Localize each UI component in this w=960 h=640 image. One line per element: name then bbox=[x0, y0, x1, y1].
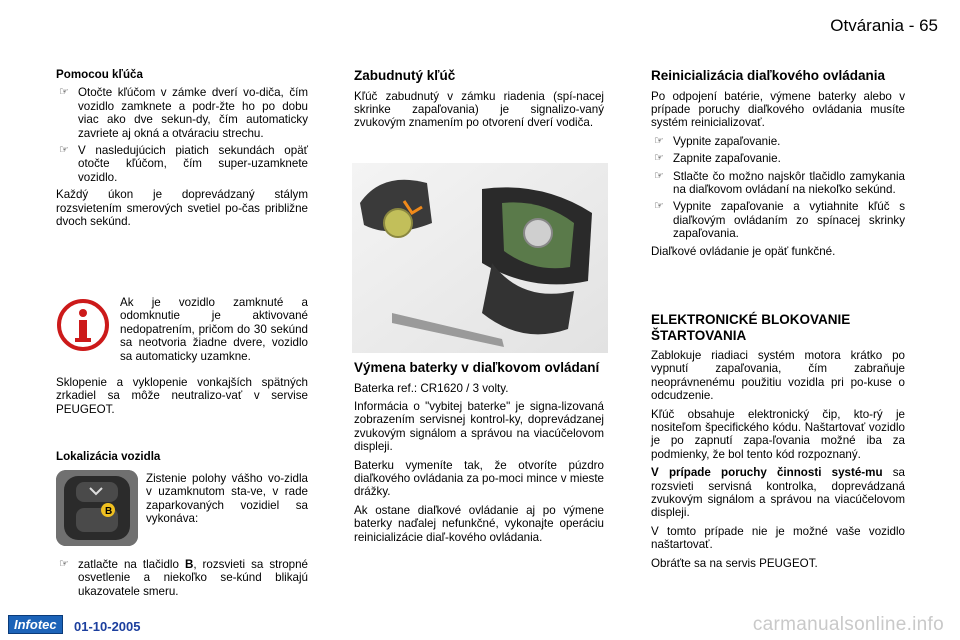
reinit-intro: Po odpojení batérie, výmene baterky alebo v prípade poruchy diaľkového ovládania musíte systém reinicializovať. bbox=[651, 89, 905, 130]
list-item: ☞ Vypnite zapaľovanie. bbox=[654, 134, 781, 148]
key-heading: Pomocou kľúča bbox=[56, 68, 143, 81]
pointing-hand-icon: ☞ bbox=[654, 152, 664, 165]
infotec-logo: Infotec bbox=[8, 615, 63, 634]
list-item: ☞ V nasledujúcich piatich sekundách opäť otočte kľúčom, čím super-uzamknete vozidlo. bbox=[59, 144, 308, 184]
pointing-hand-icon: ☞ bbox=[654, 134, 664, 147]
immobiliser-section bbox=[651, 312, 905, 575]
key-battery-photo bbox=[352, 163, 608, 353]
immob-heading: ELEKTRONICKÉ BLOKOVANIE ŠTARTOVANIA bbox=[651, 312, 851, 343]
pointing-hand-icon: ☞ bbox=[59, 144, 69, 157]
info-note: Ak je vozidlo zamknuté a odomknutie je aktivované nedopatrením, pričom do 30 sekúnd sa neotvoria žiadne dvere, vozidlo sa automaticky uzamkne. bbox=[120, 296, 308, 363]
forgot-text: Kľúč zabudnutý v zámku riadenia (spí-nacej skrinke zapaľovania) je signalizo-vaný zvukovým znamením po otvorení dverí vodiča. bbox=[354, 89, 604, 130]
battery-section bbox=[354, 360, 604, 549]
pointing-hand-icon: ☞ bbox=[654, 200, 664, 213]
list-item: ☞ Vypnite zapaľovanie a vytiahnite kľúč s diaľkovým ovládaním zo spínacej skrinky zapaľovania. bbox=[654, 200, 905, 241]
battery-paragraph: Ak ostane diaľkové ovládanie aj po výmene baterky naďalej nefunkčné, vykonajte operáciu reinicializácie diaľ-kového ovládania. bbox=[354, 503, 604, 544]
list-item: ☞ Otočte kľúčom v zámke dverí vo-diča, čím vozidlo zamknete a podr-žte ho po dobu viac ako dve sekun-dy, čím automaticky zavriete aj okná a otváraciu strechu. bbox=[59, 86, 308, 140]
key-button-label: B bbox=[105, 506, 113, 517]
pointing-hand-icon: ☞ bbox=[654, 169, 664, 182]
battery-paragraph: Informácia o "vybitej baterke" je signa-lizovaná zobrazením servisnej kontrol-ky, doprevádzanej zvukovým signálom a správou na viacúčelovom displeji. bbox=[354, 399, 604, 454]
page-title: Otvárania - 65 bbox=[830, 16, 938, 35]
key-note: Každý úkon je doprevádzaný stálym rozsvietením smerových svetiel po-čas približne dvoch sekúnd. bbox=[56, 188, 308, 229]
middle-column bbox=[354, 68, 604, 135]
pointing-hand-icon: ☞ bbox=[59, 558, 69, 570]
list-item: ☞ Stlačte čo možno najskôr tlačidlo zamykania na diaľkovom ovládaní na niekoľko sekúnd. bbox=[654, 169, 905, 196]
immob-paragraph: Kľúč obsahuje elektronický čip, kto-rý je nositeľom špecifického kódu. Naštartovať vozidlo je po zapnutí zapa-ľovania možné iba za podmienky, že bol tento kód rozpoznaný. bbox=[651, 407, 905, 461]
battery-paragraph: Baterku vymeníte tak, že otvoríte púzdro diaľkového ovládania za po-moci mince v mieste drážky. bbox=[354, 458, 604, 499]
right-column bbox=[651, 68, 905, 263]
battery-ref: Baterka ref.: CR1620 / 3 volty. bbox=[354, 381, 509, 395]
list-item: ☞ Zapnite zapaľovanie. bbox=[654, 152, 781, 166]
mirrors-note: Sklopenie a vyklopenie vonkajších spätných zrkadiel sa môže neutralizo-vať v servise PEUGEOT. bbox=[56, 376, 308, 416]
watermark: carmanualsonline.info bbox=[752, 614, 944, 635]
immob-paragraph: V tomto prípade nie je možné vaše vozidlo naštartovať. bbox=[651, 524, 905, 552]
forgot-heading: Zabudnutý kľúč bbox=[354, 68, 456, 83]
reinit-heading: Reinicializácia diaľkového ovládania bbox=[651, 68, 886, 83]
left-column bbox=[56, 68, 308, 233]
battery-heading: Výmena baterky v diaľkovom ovládaní bbox=[354, 360, 600, 375]
immob-paragraph: Obráťte sa na servis PEUGEOT. bbox=[651, 556, 818, 570]
locate-bullet bbox=[56, 558, 308, 602]
immob-paragraph: Zablokuje riadiaci systém motora krátko po vypnutí zapaľovania, čím zabraňuje neoprávnenému použitiu vozidla pri po-kuse o odcudzenie. bbox=[651, 349, 905, 403]
locate-text: Zistenie polohy vášho vo-zidla v uzamknutom sta-ve, v rade zaparkovaných vozidiel sa vykonáva: bbox=[146, 472, 308, 526]
immob-paragraph: V prípade poruchy činnosti systé-mu sa rozsvieti servisná kontrolka, doprevádzaná zvukovým signálom a správou na viacúčelovom displeji. bbox=[651, 466, 906, 520]
locate-section bbox=[56, 450, 308, 468]
footer-date: 01-10-2005 bbox=[74, 619, 141, 634]
pointing-hand-icon: ☞ bbox=[59, 86, 69, 99]
reinit-done: Diaľkové ovládanie je opäť funkčné. bbox=[651, 244, 836, 258]
list-item: ☞ zatlačte na tlačidlo B, rozsvieti sa stropné osvetlenie a niekoľko se-kúnd blikajú ukazovatele smeru. bbox=[59, 558, 308, 598]
key-remote-image bbox=[56, 470, 138, 546]
info-icon bbox=[56, 298, 110, 352]
locate-heading: Lokalizácia vozidla bbox=[56, 450, 161, 463]
